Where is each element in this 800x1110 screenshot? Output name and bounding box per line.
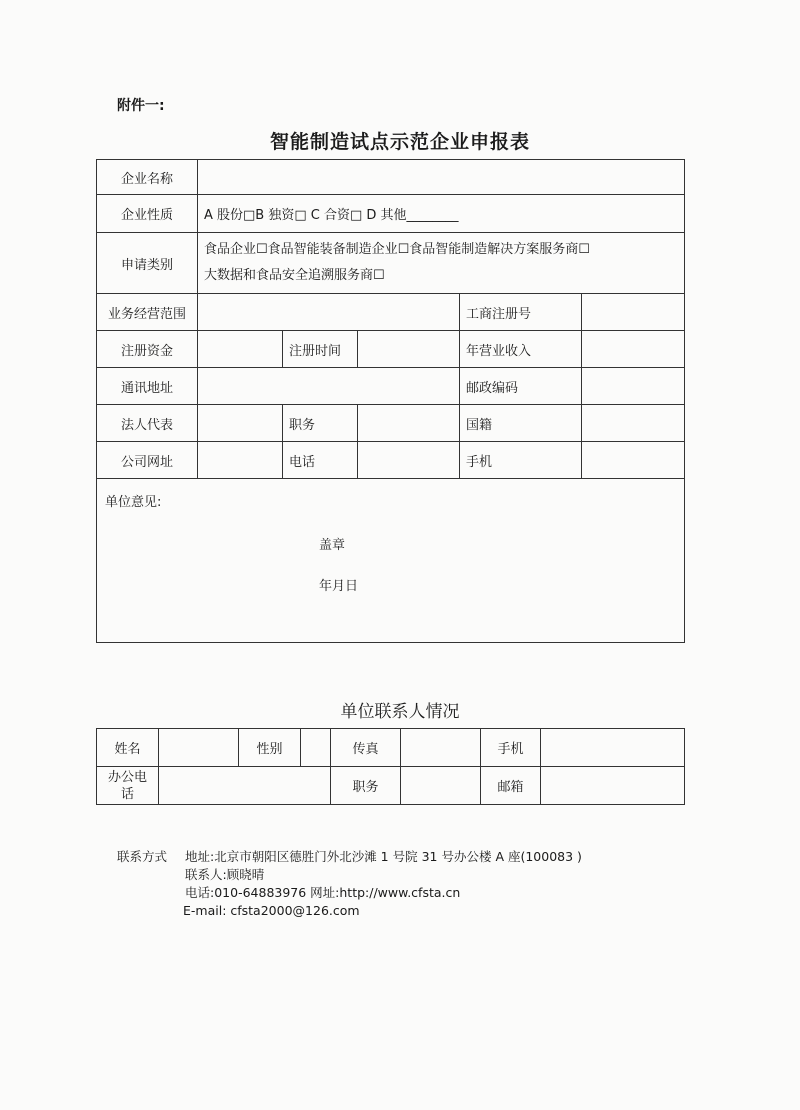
contact-position-label: 职务 [331,767,401,805]
contact-name-field[interactable] [159,729,239,767]
footer-contact-person: 联系人:顾晓晴 [185,867,265,882]
legal-rep-field[interactable] [198,405,283,442]
business-scope-field[interactable] [198,294,460,331]
contact-fax-field[interactable] [401,729,481,767]
application-table [96,159,685,643]
contact-section-title: 单位联系人情况 [340,702,460,722]
contact-position-field[interactable] [401,767,481,805]
contact-email-label: 邮箱 [481,767,541,805]
contact-gender-field[interactable] [301,729,331,767]
date-label: 年月日 [319,579,359,594]
reg-time-field[interactable] [358,331,460,368]
page-title: 智能制造试点示范企业申报表 [269,131,530,153]
address-label: 通讯地址 [97,368,198,405]
mobile-label: 手机 [460,442,582,479]
reg-time-label: 注册时间 [283,331,358,368]
office-phone-field[interactable] [159,767,331,805]
company-name-field[interactable] [198,160,685,195]
phone-label: 电话 [283,442,358,479]
contact-table [96,728,685,805]
company-name-label: 企业名称 [97,160,198,195]
postcode-label: 邮政编码 [460,368,582,405]
annual-revenue-field[interactable] [582,331,685,368]
footer-address: 地址:北京市朝阳区德胜门外北沙滩 1 号院 31 号办公楼 A 座(100083 ) [185,849,582,864]
footer-contact-info [117,848,582,920]
contact-gender-label: 性别 [239,729,301,767]
reg-capital-field[interactable] [198,331,283,368]
position-label: 职务 [283,405,358,442]
business-scope-label: 业务经营范围 [97,294,198,331]
opinion-label: 单位意见: [105,495,162,510]
category-options-line-2: 大数据和食品安全追溯服务商☐ [204,268,385,283]
position-field[interactable] [358,405,460,442]
annual-revenue-label: 年营业收入 [460,331,582,368]
contact-fax-label: 传真 [331,729,401,767]
opinion-section[interactable] [97,479,685,643]
website-label: 公司网址 [97,442,198,479]
company-nature-options[interactable]: A 股份□B 独资□ C 合资□ D 其他________ [198,195,685,233]
phone-field[interactable] [358,442,460,479]
mobile-field[interactable] [582,442,685,479]
contact-method-label: 联系方式 [117,849,168,864]
footer-phone-web: 电话:010-64883976 网址:http://www.cfsta.cn [185,885,461,900]
office-phone-label: 办公电话 [97,767,159,805]
contact-email-field[interactable] [541,767,685,805]
nationality-label: 国籍 [460,405,582,442]
contact-mobile-field[interactable] [541,729,685,767]
company-nature-label: 企业性质 [97,195,198,233]
attachment-label: 附件一: [117,98,165,114]
business-reg-label: 工商注册号 [460,294,582,331]
postcode-field[interactable] [582,368,685,405]
contact-mobile-label: 手机 [481,729,541,767]
category-label: 申请类别 [97,233,198,294]
category-options-line-1: 食品企业☐食品智能装备制造企业☐食品智能制造解决方案服务商☐ [204,242,590,257]
reg-capital-label: 注册资金 [97,331,198,368]
seal-label: 盖章 [319,538,346,553]
footer-email: E-mail: cfsta2000@126.com [183,903,360,918]
website-field[interactable] [198,442,283,479]
address-field[interactable] [198,368,460,405]
nationality-field[interactable] [582,405,685,442]
contact-name-label: 姓名 [97,729,159,767]
category-options[interactable] [198,233,685,294]
legal-rep-label: 法人代表 [97,405,198,442]
business-reg-field[interactable] [582,294,685,331]
